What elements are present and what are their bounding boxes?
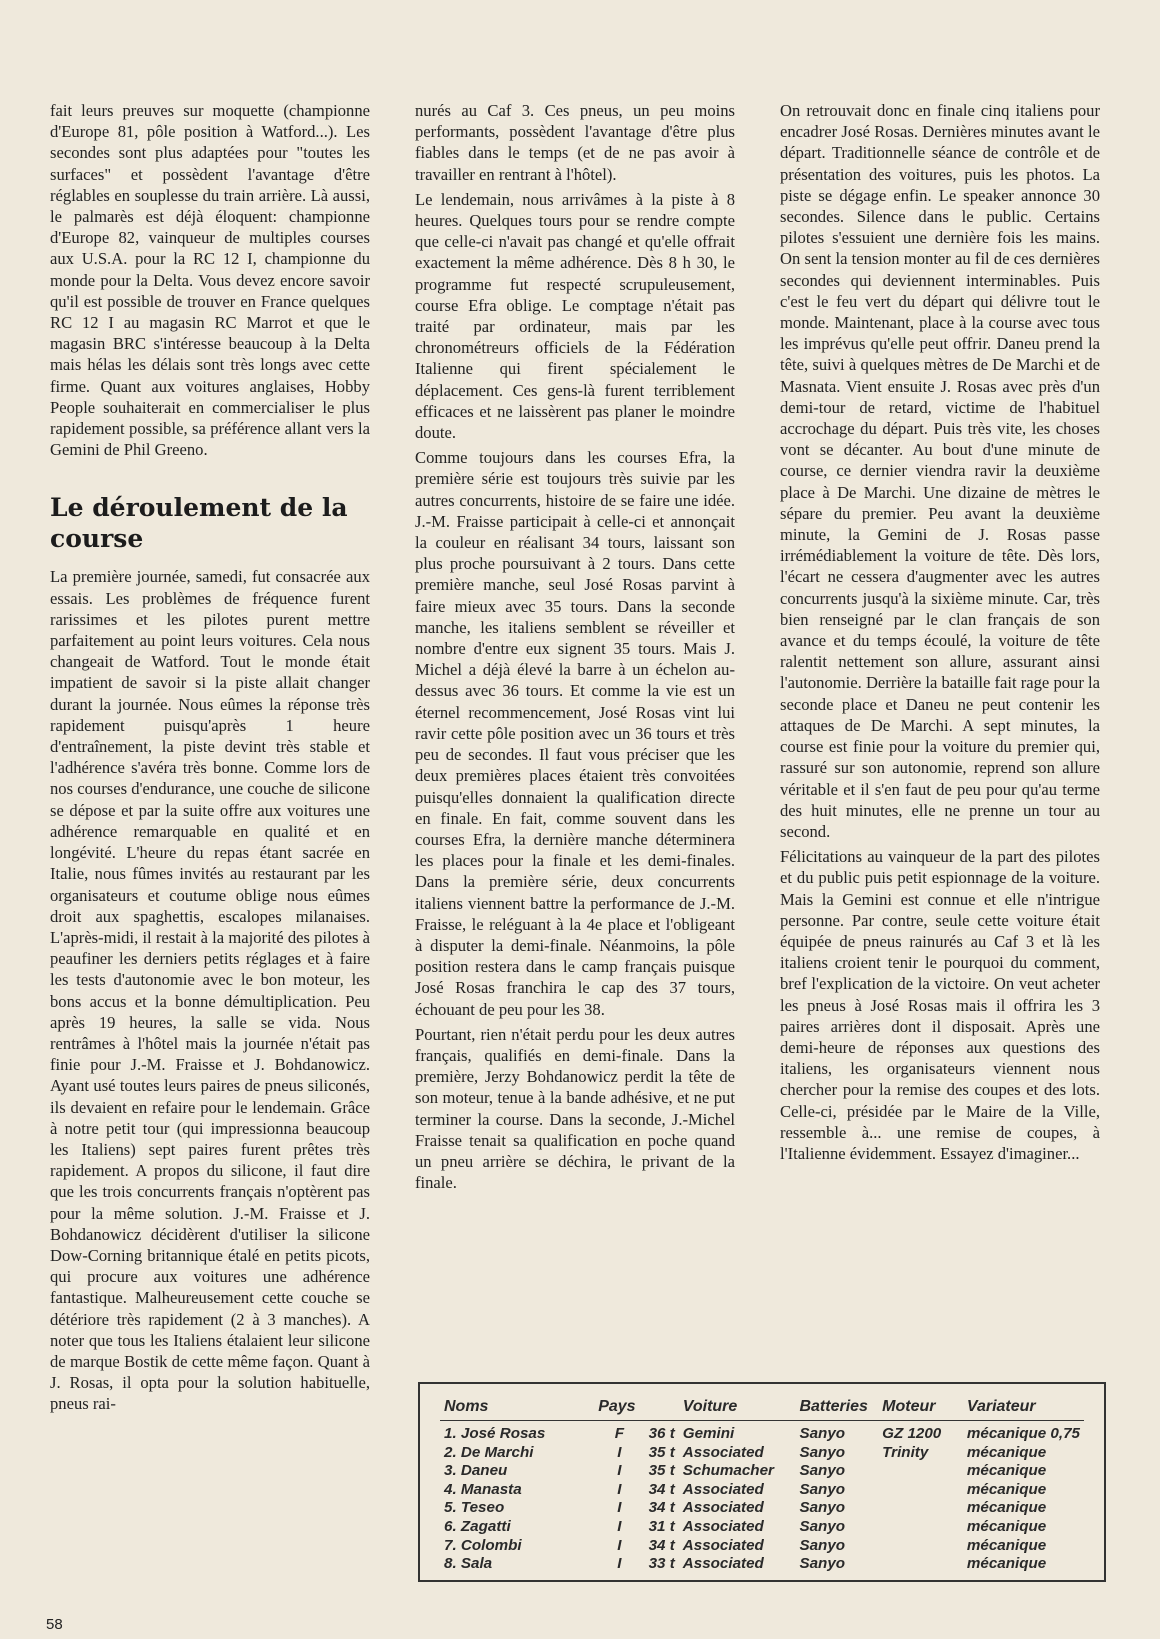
cell-moteur	[878, 1537, 963, 1556]
cell-variateur: mécanique	[966, 1536, 1047, 1554]
table-row	[440, 1462, 1084, 1481]
cell-tours: 35 t	[648, 1462, 675, 1480]
paragraph: fait leurs preuves sur moquette (championne d'Europe 81, pôle position à Watford...). Les secondes sont plus adaptées pour "toutes les surfaces" et possèdent l'avantage d'être réglables en souplesse du train arrière. Là aussi, le palmarès est déjà éloquent: championne d'Europe 82, vainqueur de multiples courses aux U.S.A. pour la RC 12 I, championne du monde pour la Delta. Vous devez encore savoir qu'il est possible de trouver en France quelques RC 12 I au magasin RC Marrot et que le magasin BRC s'intéresse beaucoup à la Delta mais hélas les délais sont très longs avec cette firme. Quant aux voitures anglaises, Hobby People souhaiterait en commercialiser le plus rapidement possible, sa préférence allant vers la Gemini de Phil Greeno.	[50, 101, 370, 460]
cell-batteries: Sanyo	[799, 1443, 846, 1461]
cell-moteur	[878, 1555, 963, 1574]
paragraph: Le lendemain, nous arrivâmes à la piste à 8 heures. Quelques tours pour se rendre compte que celle-ci n'avait pas changé et qu'elle offrait exactement la même adhérence. Dès 8 h 30, le programme fut respecté scrupuleusement, course Efra oblige. Le comptage n'était pas traité par ordinateur, mais par les chronométreurs officiels de la Fédération Italienne qui firent spécialement le déplacement. Ces gens-là furent terriblement efficaces et ne laissèrent pas planer le moindre doute.	[415, 189, 735, 443]
table-row	[440, 1537, 1084, 1556]
cell-tours: 31 t	[648, 1517, 675, 1535]
cell-variateur: mécanique	[966, 1443, 1047, 1461]
cell-pays: I	[617, 1555, 622, 1573]
cell-batteries: Sanyo	[799, 1555, 846, 1573]
paragraph: nurés au Caf 3. Ces pneus, un peu moins performants, possèdent l'avantage d'être plus fiables dans le temps (et de ne pas avoir à travailler en rentrant à l'hôtel).	[415, 101, 735, 184]
header-pays: Pays	[594, 1398, 679, 1421]
cell-batteries: Sanyo	[799, 1536, 846, 1554]
table-row	[440, 1518, 1084, 1537]
cell-tours: 35 t	[648, 1443, 675, 1461]
cell-pays: I	[617, 1443, 622, 1461]
cell-moteur	[878, 1481, 963, 1500]
cell-voiture: Gemini	[682, 1425, 735, 1442]
cell-variateur: mécanique	[966, 1517, 1047, 1535]
cell-variateur: mécanique 0,75	[966, 1425, 1080, 1442]
cell-nom: 1. José Rosas	[444, 1425, 546, 1442]
cell-moteur: Trinity	[882, 1443, 929, 1461]
cell-moteur: GZ 1200	[882, 1425, 942, 1442]
cell-tours: 34 t	[648, 1536, 675, 1554]
results-table-box	[418, 1382, 1106, 1582]
cell-batteries: Sanyo	[799, 1499, 846, 1517]
paragraph: Comme toujours dans les courses Efra, la première série est toujours très suivie par les autres concurrents, histoire de se faire une idée. J.-M. Fraisse participait à celle-ci et annonçait la couleur en réalisant 34 tours, laissant son plus proche poursuivant à 2 tours. Dans cette première manche, seul José Rosas parvint à faire mieux avec 35 tours. Dans la seconde manche, les italiens semblent se réveiller et nombre d'entre eux signent 35 tours. Mais J. Michel a déjà élevé la barre à un échelon au-dessus avec 36 tours. Et comme la vie est un éternel recommencement, José Rosas vint lui ravir cette pôle position avec un 36 tours et très peu de secondes. Il faut vous préciser que les deux premières places étaient très convoitées puisqu'elles donnaient la qualification directe en finale. En fait, comme souvent dans les courses Efra, la dernière manche déterminera les places pour la finale et les demi-finales. Dans la première série, deux concurrents italiens viennent battre la performance de J.-M. Fraisse, le reléguant à la 4e place et l'obligeant à disputer la demi-finale. Néanmoins, la pôle position restera dans le camp français puisque José Rosas franchira le cap des 37 tours, échouant de peu pour les 38.	[415, 448, 735, 1019]
cell-variateur: mécanique	[966, 1480, 1047, 1498]
cell-tours: 34 t	[648, 1480, 675, 1498]
cell-pays: I	[617, 1517, 622, 1535]
cell-nom: 7. Colombi	[444, 1536, 522, 1554]
cell-pays: I	[617, 1480, 622, 1498]
cell-voiture: Associated	[682, 1517, 764, 1535]
column-right	[780, 100, 1100, 1164]
header-noms: Noms	[440, 1398, 594, 1421]
cell-nom: 4. Manasta	[444, 1480, 522, 1498]
cell-variateur: mécanique	[966, 1555, 1047, 1573]
cell-pays: F	[614, 1425, 625, 1442]
cell-voiture: Associated	[682, 1443, 764, 1461]
cell-voiture: Associated	[682, 1555, 764, 1573]
cell-tours: 33 t	[648, 1555, 675, 1573]
page-number: 58	[46, 1616, 63, 1633]
cell-variateur: mécanique	[966, 1462, 1047, 1480]
cell-batteries: Sanyo	[799, 1462, 846, 1480]
cell-nom: 2. De Marchi	[444, 1443, 534, 1461]
section-heading: Le déroulement de la course	[50, 493, 348, 554]
cell-moteur	[878, 1462, 963, 1481]
paragraph: Pourtant, rien n'était perdu pour les deux autres français, qualifiés en demi-finale. Dans la première, Jerzy Bohdanowicz perdit la tête de son moteur, tenue à la bande adhésive, et ne put terminer la course. Dans la seconde, J.-Michel Fraisse tenait sa qualification en poche quand un pneu arrière se déchira, le privant de la finale.	[415, 1024, 735, 1193]
results-table	[440, 1398, 1084, 1574]
table-row	[440, 1421, 1084, 1444]
header-batteries: Batteries	[795, 1398, 878, 1421]
cell-tours: 36 t	[648, 1425, 675, 1442]
header-variateur: Variateur	[963, 1398, 1084, 1421]
paragraph: La première journée, samedi, fut consacrée aux essais. Les problèmes de fréquence furent rarissimes et les pilotes purent mettre parfaitement au point leurs voitures. Cela nous changeait de Watford. Tout le monde était impatient de savoir si la piste allait changer durant la journée. Nous eûmes la réponse très rapidement puisqu'après 1 heure d'entraînement, la piste devint très stable et l'adhérence s'avéra très bonne. Comme lors de nos courses d'endurance, une couche de silicone se dépose et par la suite offre aux voitures une adhérence remarquable en qualité et en longévité. L'heure du repas étant sacrée en Italie, nous fûmes invités au restaurant par les organisateurs et coutume oblige nous eûmes droit aux spaghettis, escalopes milanaises. L'après-midi, il restait à la majorité des pilotes à peaufiner les derniers petits réglages et à faire les tests d'autonomie avec le bon moteur, les bons accus et la bonne démultiplication. Peu après 19 heures, la salle se vida. Nous rentrâmes à l'hôtel mais la journée n'était pas finie pour J.-M. Fraisse et J. Bohdanowicz. Ayant usé toutes leurs paires de pneus siliconés, ils devaient en refaire pour le lendemain. Grâce à notre petit tour (qui impressionna beaucoup les Italiens) sept paires furent prêtes très rapidement. A propos du silicone, il faut dire que les trois concurrents français n'optèrent pas pour la même solution. J.-M. Fraisse et J. Bohdanowicz décidèrent d'utiliser la silicone Dow-Corning britannique étalé en petits picots, qui procure aux voitures une adhérence fantastique. Malheureusement cette couche se détériore très rapidement (2 à 3 manches). A noter que tous les Italiens étalaient leur silicone de marque Bostik de cette même façon. Quant à J. Rosas, il opta pour la solution habituelle, pneus rai-	[50, 567, 370, 1414]
cell-variateur: mécanique	[966, 1499, 1047, 1517]
cell-batteries: Sanyo	[799, 1480, 846, 1498]
cell-nom: 8. Sala	[444, 1555, 493, 1573]
table-row	[440, 1499, 1084, 1518]
cell-pays: I	[617, 1462, 622, 1480]
results-body	[440, 1421, 1084, 1574]
table-row	[440, 1481, 1084, 1500]
cell-nom: 3. Daneu	[444, 1462, 508, 1480]
cell-tours: 34 t	[648, 1499, 675, 1517]
cell-batteries: Sanyo	[799, 1517, 846, 1535]
paragraph: On retrouvait donc en finale cinq italiens pour encadrer José Rosas. Dernières minutes avant le départ. Traditionnelle séance de contrôle et de présentation des voitures, puis les photos. La piste se dégage enfin. Le speaker annonce 30 secondes. Silence dans le public. Certains pilotes s'essuient une dernière fois les mains. On sent la tension monter au fil de ces dernières secondes qui deviennent interminables. Puis c'est le feu vert du départ qui délivre tout le monde. Maintenant, place à la course avec tous les imprévus qu'elle peut offrir. Daneu prend la tête, suivi à quelques mètres de De Marchi et de Masnata. Vient ensuite J. Rosas avec près d'un demi-tour de retard, victime de l'habituel accrochage du départ. Puis très vite, les choses vont se décanter. Au bout d'une minute de course, ce dernier viendra ravir la deuxième place à De Marchi. Une dizaine de mètres le sépare du premier. Peu avant la deuxième minute, la Gemini de J. Rosas passe irrémédiablement la voiture de tête. Dès lors, l'écart ne cessera d'augmenter avec les autres concurrents jusqu'à la sixième minute. Car, très bien renseigné par le clan français de son avance et du temps écoulé, la voiture de tête ralentit nettement son allure, assurant ainsi l'autonomie. Derrière la bataille fait rage pour la seconde place et Daneu ne peut contenir les attaques de De Marchi. A sept minutes, la course est finie pour la voiture du premier qui, rassuré sur son autonomie, reprend son allure véritable et il s'en faut de peu pour qu'au terme des huit minutes, elle ne prenne un tour au second.	[780, 101, 1100, 841]
cell-voiture: Associated	[682, 1480, 764, 1498]
cell-batteries: Sanyo	[799, 1425, 846, 1442]
cell-moteur	[878, 1499, 963, 1518]
cell-voiture: Associated	[682, 1536, 764, 1554]
cell-pays: I	[617, 1499, 622, 1517]
header-moteur: Moteur	[878, 1398, 963, 1421]
header-voiture: Voiture	[679, 1398, 796, 1421]
table-row	[440, 1555, 1084, 1574]
paragraph: Félicitations au vainqueur de la part des pilotes et du public puis petit espionnage de la voiture. Mais la Gemini est connue et elle n'intrigue personne. Par contre, seule cette voiture était équipée de pneus rainurés au Caf 3 et là les italiens croient tenir le pourquoi du comment, bref l'explication de la victoire. On veut acheter les pneus à José Rosas mais il offrira les 3 paires arrières dont il disposait. Après une demi-heure de réponses aux questions des italiens, les organisateurs viennent nous chercher pour la remise des coupes et des lots. Celle-ci, présidée par le Maire de la Ville, ressemble à... une remise de coupes, à l'Italienne évidemment. Essayez d'imaginer...	[780, 847, 1100, 1163]
cell-voiture: Associated	[682, 1499, 764, 1517]
column-left	[50, 100, 370, 1415]
cell-moteur	[878, 1518, 963, 1537]
cell-voiture: Schumacher	[682, 1462, 774, 1480]
results-header-row	[440, 1398, 1084, 1421]
cell-nom: 5. Teseo	[444, 1499, 505, 1517]
column-middle	[415, 100, 735, 1193]
table-row	[440, 1444, 1084, 1463]
cell-nom: 6. Zagatti	[444, 1517, 511, 1535]
cell-pays: I	[617, 1536, 622, 1554]
